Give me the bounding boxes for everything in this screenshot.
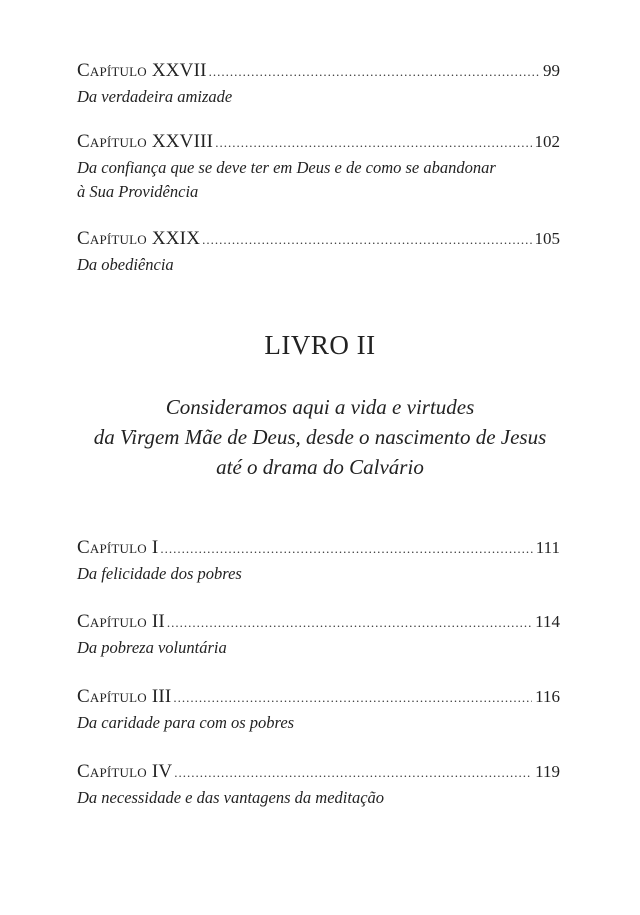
chapter-description	[77, 636, 560, 660]
toc-entry-header	[77, 761, 560, 784]
chapter-description-line: à Sua Providência	[77, 182, 199, 201]
toc-entry-header	[77, 60, 560, 83]
chapter-label: Capítulo IV	[77, 761, 173, 782]
dot-leader	[209, 61, 540, 83]
book-heading: LIVRO II	[264, 330, 376, 360]
page-number: 105	[534, 229, 560, 248]
book-summary-line: até o drama do Calvário	[216, 455, 424, 479]
chapter-description	[77, 253, 560, 277]
toc-entry-header	[77, 537, 560, 560]
dot-leader	[173, 687, 532, 709]
toc-entry-header	[77, 131, 560, 154]
chapter-description-line: Da felicidade dos pobres	[77, 564, 242, 583]
page-number: 99	[543, 61, 560, 80]
dot-leader	[202, 229, 531, 251]
page-number: 114	[535, 612, 560, 631]
chapter-description	[77, 156, 560, 204]
page-number: 119	[535, 762, 560, 781]
chapter-description	[77, 711, 560, 735]
chapter-description-line: Da necessidade e das vantagens da meditação	[77, 788, 385, 807]
toc-entry[interactable]	[77, 761, 560, 810]
dot-leader	[174, 762, 532, 784]
book-summary-line: Consideramos aqui a vida e virtudes	[165, 395, 475, 419]
chapter-description-line: Da confiança que se deve ter em Deus e de como se abandonar	[77, 158, 496, 177]
chapter-label: Capítulo XXIX	[77, 228, 201, 249]
toc-entry[interactable]	[77, 611, 560, 660]
chapter-description-line: Da verdadeira amizade	[77, 87, 233, 106]
chapter-label: Capítulo XXVII	[77, 60, 207, 81]
toc-entry[interactable]	[77, 686, 560, 735]
dot-leader	[160, 538, 532, 560]
chapter-description	[77, 786, 560, 810]
chapter-description	[77, 562, 560, 586]
page-number: 102	[534, 132, 560, 151]
chapter-label: Capítulo II	[77, 611, 165, 632]
chapter-label: Capítulo III	[77, 686, 172, 707]
toc-entry[interactable]	[77, 60, 560, 109]
dot-leader	[167, 612, 532, 634]
chapter-label: Capítulo XXVIII	[77, 131, 214, 152]
dot-leader	[215, 132, 531, 154]
chapter-description-line: Da caridade para com os pobres	[77, 713, 295, 732]
chapter-description	[77, 85, 560, 109]
toc-entry-header	[77, 611, 560, 634]
book-summary	[0, 392, 640, 482]
page-number: 111	[535, 538, 560, 557]
toc-entry[interactable]	[77, 228, 560, 277]
toc-entry-header	[77, 228, 560, 251]
page-number: 116	[535, 687, 560, 706]
toc-entry-header	[77, 686, 560, 709]
chapter-description-line: Da obediência	[77, 255, 174, 274]
chapter-description-line: Da pobreza voluntária	[77, 638, 227, 657]
chapter-label: Capítulo I	[77, 537, 159, 558]
toc-entry[interactable]	[77, 537, 560, 586]
toc-entry[interactable]	[77, 131, 560, 204]
book-summary-line: da Virgem Mãe de Deus, desde o nascimento de Jesus	[93, 425, 547, 449]
